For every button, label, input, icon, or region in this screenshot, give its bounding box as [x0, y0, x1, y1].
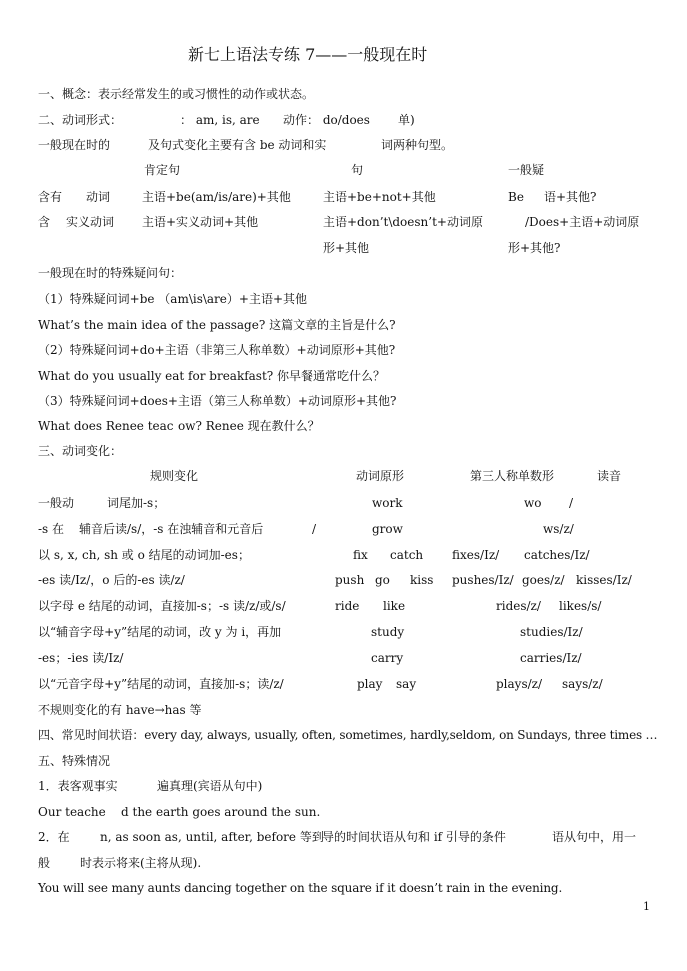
third-form: pushes/Iz/: [452, 573, 514, 587]
be-verb-forms: ： am, is, are: [180, 113, 260, 127]
case-2-example: You will see many aunts dancing together on the square if it doesn’t rain in the evening.: [38, 881, 563, 895]
base-form: study: [371, 625, 405, 639]
row-be-type-b: 动词: [86, 190, 111, 204]
row-be-type-a: 含有: [38, 190, 63, 204]
case-2-text-a: 2．在: [38, 830, 70, 844]
row-be-negative: 主语+be+not+其他: [323, 190, 436, 204]
special-example-1: What’s the main idea of the passage? 这篇文章的主旨是什么?: [38, 318, 396, 332]
rule-text: 以“辅音字母+y”结尾的动词，改 y 为 i，再加: [38, 625, 282, 639]
special-question-heading: 一般现在时的特殊疑问句：: [38, 266, 183, 280]
header-negative: 句: [351, 163, 364, 177]
base-form: push: [335, 573, 365, 587]
sound-mark: /: [569, 496, 574, 510]
special-example-3-a: What does Renee teac: [38, 419, 174, 433]
sound-mark: /: [312, 522, 317, 536]
case-1-example-b: d the earth goes around the sun.: [121, 805, 321, 819]
page-number: 1: [643, 900, 650, 913]
base-form: catch: [390, 548, 424, 562]
case-2-text-f: 时表示将来(主将从现).: [80, 856, 202, 870]
base-form: go: [375, 573, 390, 587]
col-header-sound: 读音: [597, 469, 622, 483]
row-verb-negative: 主语+don’t\doesn’t+动词原: [323, 215, 483, 229]
section-3-heading: 三、动词变化：: [38, 444, 123, 458]
base-form: fix: [353, 548, 368, 562]
special-rule-2: （2）特殊疑问词+do+主语（非第三人称单数）+动词原形+其他?: [38, 343, 396, 357]
header-question: 一般疑: [508, 163, 545, 177]
section-4-time-adverbials: 四、常见时间状语：every day, always, usually, often, sometimes, hardly,seldom, on Sundays, three times …: [38, 728, 658, 742]
rule-text: -es 读/Iz/，o 后的-es 读/z/: [38, 573, 185, 587]
header-affirmative: 肯定句: [144, 163, 181, 177]
base-form: ride: [335, 599, 360, 613]
row-be-affirmative: 主语+be(am/is/are)+其他: [142, 190, 291, 204]
third-form: says/z/: [562, 677, 603, 691]
rule-text: 以字母 e 结尾的动词，直接加-s；-s 读/z/或/s/: [38, 599, 286, 613]
third-form: wo: [524, 496, 542, 510]
row-be-question-a: Be: [508, 190, 524, 204]
base-form: kiss: [410, 573, 434, 587]
rule-text: 以 s, x, ch, sh 或 o 结尾的动词加-es；: [38, 548, 250, 562]
third-form: studies/Iz/: [520, 625, 583, 639]
rule-text: -s 在: [38, 522, 65, 536]
special-example-2: What do you usually eat for breakfast? 你早餐通常吃什么？: [38, 369, 386, 383]
rule-text-b: 辅音后读/s/，-s 在浊辅音和元音后: [79, 522, 264, 536]
section-5-heading: 五、特殊情况: [38, 754, 111, 768]
row-verb-affirmative: 主语+实义动词+其他: [142, 215, 259, 229]
base-form: like: [383, 599, 406, 613]
rule-text-b: 词尾加-s；: [107, 496, 166, 510]
col-header-third: 第三人称单数形: [470, 469, 555, 483]
third-form: carries/Iz/: [520, 651, 582, 665]
special-example-3-b: ow? Renee 现在教什么？: [178, 419, 320, 433]
col-header-base: 动词原形: [356, 469, 405, 483]
case-1-example-a: Our teache: [38, 805, 106, 819]
third-form: catches/Iz/: [524, 548, 590, 562]
rule-text: -es；-ies 读/Iz/: [38, 651, 124, 665]
third-form: plays/z/: [496, 677, 543, 691]
page-title: 新七上语法专练 7——一般现在时: [188, 45, 428, 64]
row-be-question-b: 语+其他?: [544, 190, 597, 204]
section-2-label: 二、动词形式：: [38, 113, 123, 127]
base-form: carry: [371, 651, 404, 665]
row-verb-question: /Does+主语+动词原: [525, 215, 640, 229]
rule-text: 一般动: [38, 496, 75, 510]
col-header-rule: 规则变化: [150, 469, 199, 483]
third-form: kisses/Iz/: [576, 573, 632, 587]
action-verb-note: 单): [398, 113, 415, 127]
case-1-label-b: 遍真理(宾语从句中): [157, 779, 263, 793]
intro-text-c: 词两种句型。: [381, 138, 454, 152]
base-form: say: [396, 677, 417, 691]
base-form: work: [372, 496, 403, 510]
row-verb-type-a: 含: [38, 215, 51, 229]
base-form: grow: [372, 522, 403, 536]
intro-text-a: 一般现在时的: [38, 138, 111, 152]
third-form: likes/s/: [559, 599, 602, 613]
special-rule-3: （3）特殊疑问词+does+主语（第三人称单数）+动词原形+其他?: [38, 394, 397, 408]
base-form: play: [357, 677, 383, 691]
case-2-text-e: 般: [38, 856, 51, 870]
third-form: goes/z/: [522, 573, 565, 587]
row-verb-question-cont: 形+其他?: [508, 241, 561, 255]
third-form: ws/z/: [543, 522, 574, 536]
irregular-note: 不规则变化的有 have→has 等: [38, 703, 202, 717]
rule-text: 以“元音字母+y”结尾的动词，直接加-s；读/z/: [38, 677, 284, 691]
intro-text-b: 及句式变化主要有含 be 动词和实: [148, 138, 327, 152]
row-verb-type-b: 实义动词: [66, 215, 115, 229]
special-rule-1: （1）特殊疑问词+be （am\is\are）+主语+其他: [38, 292, 308, 306]
section-1-concept: 一、概念：表示经常发生的或习惯性的动作或状态。: [38, 87, 315, 101]
case-1-label: 1．表客观事实: [38, 779, 118, 793]
third-form: fixes/Iz/: [452, 548, 500, 562]
case-2-text-b: n, as soon as, until, after, before 等到: [100, 830, 324, 844]
case-2-text-d: 语从句中，用一: [552, 830, 637, 844]
action-verb-forms: 动作： do/does: [283, 113, 370, 127]
row-verb-negative-cont: 形+其他: [323, 241, 370, 255]
third-form: rides/z/: [496, 599, 541, 613]
case-2-text-c: 导的时间状语从句和 if 引导的条件: [322, 830, 506, 844]
